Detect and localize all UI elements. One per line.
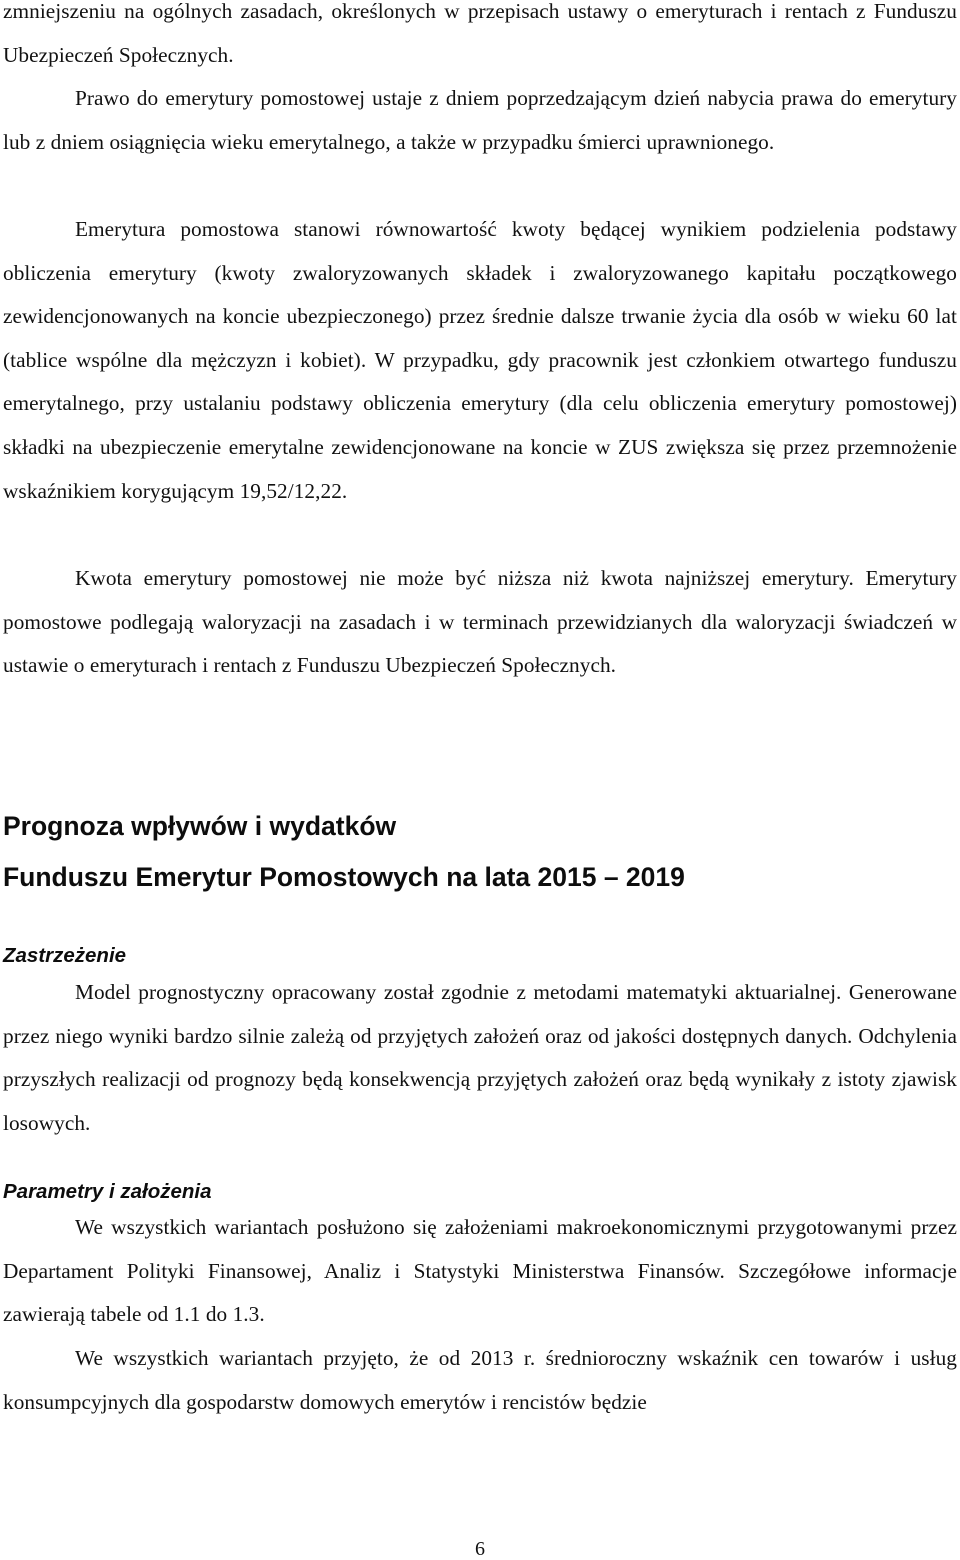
page-number: 6 bbox=[475, 1538, 485, 1560]
paragraph-inflation: We wszystkich wariantach przyjęto, że od 2013 r. średnioroczny wskaźnik cen towarów i usług konsumpcyjnych dla gospodarstw domowych emerytów i rencistów będzie bbox=[3, 1346, 957, 1414]
paragraph-continuation: zmniejszeniu na ogólnych zasadach, określonych w przepisach ustawy o emeryturach i rentach z Funduszu Ubezpieczeń Społecznych. bbox=[3, 0, 957, 67]
heading-parametry: Parametry i założenia bbox=[3, 1180, 212, 1203]
paragraph-disclaimer: Model prognostyczny opracowany został zgodnie z metodami matematyki aktuarialnej. Generowane przez niego wyniki bardzo silnie zależą od przyjętych założeń oraz od jakości dostępnych danych. Odchylenia przyszłych realizacji od prognozy będą konsekwencją przyjętych założeń oraz będą wynikały z istoty zjawisk losowych. bbox=[3, 980, 957, 1135]
paragraph-assumptions: We wszystkich wariantach posłużono się założeniami makroekonomicznymi przygotowanymi przez Departament Polityki Finansowej, Analiz i Statystyki Ministerstwa Finansów. Szczegółowe informacje zawierają tabele od 1.1 do 1.3. bbox=[3, 1215, 957, 1327]
heading-zastrzezenie: Zastrzeżenie bbox=[3, 944, 127, 967]
paragraph-pension-end: Prawo do emerytury pomostowej ustaje z dniem poprzedzającym dzień nabycia prawa do emerytury lub z dniem osiągnięcia wieku emerytalnego, a także w przypadku śmierci uprawnionego. bbox=[3, 86, 957, 154]
document-page bbox=[3, 0, 957, 1559]
paragraph-pension-amount: Emerytura pomostowa stanowi równowartość kwoty będącej wynikiem podzielenia podstawy obliczenia emerytury (kwoty zwaloryzowanych składek i zwaloryzowanego kapitału początkowego zewidencjonowanych na koncie ubezpieczonego) przez średnie dalsze trwanie życia dla osób w wieku 60 lat (tablice wspólne dla mężczyzn i kobiet). W przypadku, gdy pracownik jest członkiem otwartego funduszu emerytalnego, przy ustalaniu podstawy obliczenia emerytury (dla celu obliczenia emerytury pomostowej) składki na ubezpieczenie emerytalne zewidencjonowane na koncie w ZUS zwiększa się przez przemnożenie wskaźnikiem korygującym 19,52/12,22. bbox=[3, 217, 957, 503]
page-title-line1: Prognoza wpływów i wydatków bbox=[3, 811, 397, 841]
page-title-line2: Funduszu Emerytur Pomostowych na lata 2015 – 2019 bbox=[3, 862, 685, 892]
paragraph-minimum-pension: Kwota emerytury pomostowej nie może być niższa niż kwota najniższej emerytury. Emerytury pomostowe podlegają waloryzacji na zasadach i w terminach przewidzianych dla waloryzacji świadczeń w ustawie o emeryturach i rentach z Funduszu Ubezpieczeń Społecznych. bbox=[3, 566, 957, 678]
